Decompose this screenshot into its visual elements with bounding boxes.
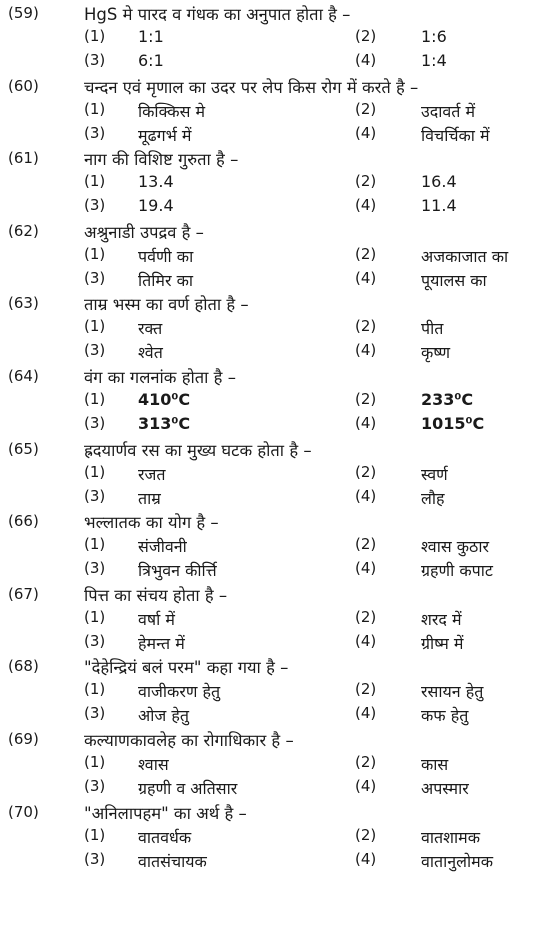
option-text: कफ हेतु <box>421 706 469 726</box>
question-text: "देहेन्द्रियं बलं परम" कहा गया है – <box>84 658 289 678</box>
option-row <box>0 680 554 704</box>
option-number: (3) <box>84 268 106 287</box>
option-number: (1) <box>84 172 106 191</box>
option-4 <box>0 777 554 801</box>
option-4 <box>0 704 554 728</box>
option-2 <box>0 753 554 777</box>
option-4 <box>0 850 554 874</box>
option-2 <box>0 826 554 850</box>
question-text: पित्त का संचय होता है – <box>84 585 228 605</box>
option-number: (2) <box>355 535 377 554</box>
option-text: विचर्चिका में <box>421 125 490 145</box>
question-text: HgS मे पारद व गंधक का अनुपात होता है – <box>84 5 351 24</box>
question-text: अश्रुनाडी उपद्रव है – <box>84 222 204 242</box>
option-row <box>0 414 554 438</box>
option-number: (4) <box>355 486 377 505</box>
option-number: (4) <box>355 631 377 650</box>
option-number: (3) <box>84 196 106 215</box>
option-number: (4) <box>355 704 377 723</box>
question-number: (67) <box>8 584 39 603</box>
option-text: वातशामक <box>421 827 481 847</box>
option-text: वातानुलोमक <box>421 851 494 871</box>
option-row <box>0 608 554 632</box>
question-item <box>0 728 554 801</box>
option-number: (4) <box>355 413 377 432</box>
option-text: वाजीकरण हेतु <box>138 682 221 702</box>
option-number: (4) <box>355 123 377 142</box>
option-number: (1) <box>84 27 106 45</box>
option-4 <box>0 196 554 220</box>
option-number: (2) <box>355 99 377 118</box>
option-text: लौह <box>421 488 445 508</box>
question-item <box>0 583 554 656</box>
option-row <box>0 245 554 269</box>
question-number: (64) <box>8 366 39 385</box>
option-row <box>0 535 554 559</box>
option-2 <box>0 100 554 124</box>
question-number: (60) <box>8 76 39 95</box>
option-row <box>0 632 554 656</box>
option-text: अपस्मार <box>421 778 469 798</box>
question-number: (62) <box>8 221 39 240</box>
option-text: 1015⁰C <box>421 413 485 433</box>
option-4 <box>0 341 554 365</box>
option-number: (2) <box>355 244 377 263</box>
option-text: पीत <box>421 319 444 339</box>
option-number: (2) <box>355 752 377 771</box>
option-number: (3) <box>84 341 106 360</box>
option-number: (2) <box>355 27 377 45</box>
option-row <box>0 172 554 196</box>
option-row <box>0 269 554 293</box>
option-text: 410⁰C <box>138 389 191 409</box>
option-2 <box>0 608 554 632</box>
option-number: (2) <box>355 389 377 408</box>
option-number: (3) <box>84 631 106 650</box>
option-number: (4) <box>355 341 377 360</box>
option-text: पूयालस का <box>421 270 487 290</box>
question-number: (63) <box>8 294 39 313</box>
option-number: (4) <box>355 776 377 795</box>
option-number: (3) <box>84 413 106 432</box>
option-text: तिमिर का <box>138 270 194 290</box>
option-number: (3) <box>84 776 106 795</box>
option-text: कास <box>421 754 449 774</box>
option-number: (2) <box>355 607 377 626</box>
option-row <box>0 100 554 124</box>
option-row <box>0 317 554 341</box>
option-text: पर्वणी का <box>138 246 194 266</box>
option-text: ओज हेतु <box>138 706 189 726</box>
option-text: श्वेत <box>138 343 163 363</box>
option-4 <box>0 124 554 148</box>
option-number: (4) <box>355 559 377 578</box>
question-text: ताम्र भस्म का वर्ण होता है – <box>84 295 249 315</box>
question-text: "अनिलापहम" का अर्थ है – <box>84 803 247 823</box>
option-text: कृष्ण <box>421 343 451 363</box>
question-item <box>0 147 554 220</box>
option-row <box>0 341 554 365</box>
option-number: (1) <box>84 535 106 554</box>
option-number: (2) <box>355 680 377 699</box>
question-text: नाग की विशिष्ट गुरुता है – <box>84 150 239 170</box>
question-item <box>0 655 554 728</box>
option-number: (1) <box>84 244 106 263</box>
option-text: 233⁰C <box>421 389 474 409</box>
question-number: (59) <box>8 4 39 22</box>
option-2 <box>0 535 554 559</box>
option-number: (1) <box>84 462 106 481</box>
option-text: ताम्र <box>138 488 161 508</box>
option-number: (4) <box>355 196 377 215</box>
option-row <box>0 51 554 75</box>
option-number: (1) <box>84 825 106 844</box>
option-row <box>0 753 554 777</box>
option-number: (3) <box>84 559 106 578</box>
option-text: 1:4 <box>421 51 447 70</box>
option-text: मूढगर्भ में <box>138 125 192 145</box>
option-4 <box>0 269 554 293</box>
option-4 <box>0 51 554 75</box>
option-row <box>0 777 554 801</box>
option-text: 19.4 <box>138 196 174 216</box>
option-4 <box>0 414 554 438</box>
option-text: 1:6 <box>421 27 447 46</box>
option-number: (2) <box>355 317 377 336</box>
option-text: वातसंचायक <box>138 851 207 871</box>
option-row <box>0 559 554 583</box>
option-text: त्रिभुवन कीर्त्ति <box>138 561 217 581</box>
option-number: (1) <box>84 389 106 408</box>
option-text: हेमन्त में <box>138 633 185 653</box>
option-2 <box>0 27 554 51</box>
question-number: (69) <box>8 729 39 748</box>
question-item <box>0 801 554 874</box>
option-row <box>0 487 554 511</box>
option-text: शरद में <box>421 609 462 629</box>
option-text: उदावर्त में <box>421 101 476 121</box>
question-number: (61) <box>8 149 39 168</box>
option-4 <box>0 487 554 511</box>
option-2 <box>0 317 554 341</box>
question-item <box>0 2 554 75</box>
option-number: (3) <box>84 123 106 142</box>
option-text: श्वास <box>138 754 169 774</box>
option-2 <box>0 172 554 196</box>
question-item <box>0 438 554 511</box>
option-number: (2) <box>355 172 377 191</box>
question-item <box>0 510 554 583</box>
option-row <box>0 196 554 220</box>
option-number: (3) <box>84 486 106 505</box>
option-number: (3) <box>84 51 106 69</box>
option-2 <box>0 390 554 414</box>
option-text: 6:1 <box>138 51 164 70</box>
option-row <box>0 124 554 148</box>
option-text: वर्षा में <box>138 609 175 629</box>
option-row <box>0 826 554 850</box>
question-item <box>0 292 554 365</box>
option-number: (4) <box>355 268 377 287</box>
option-text: ग्रहणी कपाट <box>421 561 493 581</box>
option-4 <box>0 632 554 656</box>
option-2 <box>0 245 554 269</box>
option-text: रक्त <box>138 319 163 339</box>
question-text: चन्दन एवं मृणाल का उदर पर लेप किस रोग में करते है – <box>84 77 419 97</box>
question-text: वंग का गलनांक होता है – <box>84 367 236 387</box>
option-number: (2) <box>355 825 377 844</box>
option-text: स्वर्ण <box>421 464 448 484</box>
option-number: (2) <box>355 462 377 481</box>
option-text: संजीवनी <box>138 537 187 557</box>
option-text: वातवर्धक <box>138 827 192 847</box>
option-number: (4) <box>355 849 377 868</box>
option-4 <box>0 559 554 583</box>
option-text: श्वास कुठार <box>421 537 490 557</box>
question-text: ह्रदयार्णव रस का मुख्य घटक होता है – <box>84 440 312 460</box>
option-number: (1) <box>84 680 106 699</box>
question-text: भल्लातक का योग है – <box>84 513 219 533</box>
option-number: (3) <box>84 704 106 723</box>
option-2 <box>0 463 554 487</box>
option-text: 11.4 <box>421 196 457 216</box>
option-text: 1:1 <box>138 27 164 46</box>
option-text: 16.4 <box>421 172 457 192</box>
question-number: (65) <box>8 439 39 458</box>
option-number: (4) <box>355 51 377 69</box>
option-number: (1) <box>84 99 106 118</box>
option-text: ग्रीष्म में <box>421 633 464 653</box>
question-number: (68) <box>8 657 39 676</box>
question-text: कल्याणकावलेह का रोगाधिकार है – <box>84 730 294 750</box>
option-text: किक्किस मे <box>138 101 206 121</box>
option-text: 13.4 <box>138 172 174 192</box>
option-row <box>0 463 554 487</box>
option-2 <box>0 680 554 704</box>
option-row <box>0 704 554 728</box>
option-number: (3) <box>84 849 106 868</box>
option-text: ग्रहणी व अतिसार <box>138 778 238 798</box>
question-number: (70) <box>8 802 39 821</box>
question-number: (66) <box>8 512 39 531</box>
option-text: 313⁰C <box>138 413 191 433</box>
option-text: रजत <box>138 464 166 484</box>
option-number: (1) <box>84 752 106 771</box>
option-row <box>0 850 554 874</box>
option-number: (1) <box>84 607 106 626</box>
option-row <box>0 27 554 51</box>
question-item <box>0 75 554 148</box>
option-row <box>0 390 554 414</box>
question-item <box>0 220 554 293</box>
option-number: (1) <box>84 317 106 336</box>
option-text: अजकाजात का <box>421 246 509 266</box>
question-item <box>0 365 554 438</box>
option-text: रसायन हेतु <box>421 682 484 702</box>
